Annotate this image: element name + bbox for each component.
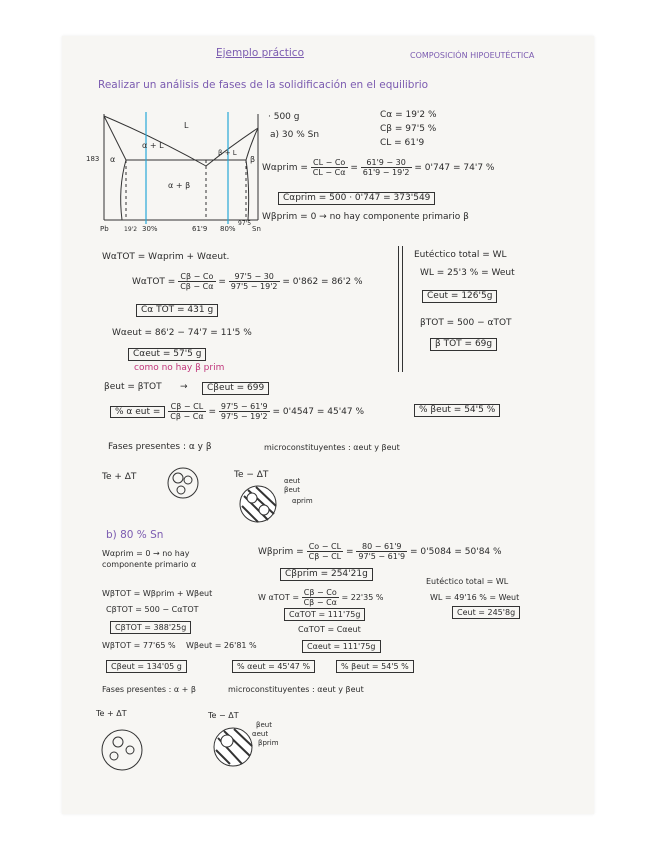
given-c-alpha: Cα = 19'2 %: [380, 110, 437, 120]
microstructure-above-b: [100, 728, 144, 772]
divider: [398, 246, 399, 372]
microstructure-above-a: [166, 466, 200, 500]
label-aeut-b: αeut: [252, 730, 269, 738]
given-case-a: a) 30 % Sn: [270, 130, 320, 140]
w-alpha-prim-b: Wαprim = 0 → no hay componente primario α: [102, 549, 197, 569]
phases-a: Fases presentes : α y β: [108, 442, 212, 452]
label-beut-b: βeut: [256, 721, 272, 729]
part-b-title: b) 80 % Sn: [106, 529, 164, 541]
diagram-beta-l: β + L: [218, 149, 237, 157]
micro-b: microconstituyentes : αeut y βeut: [228, 685, 364, 694]
microstructure-below-b: [212, 726, 254, 768]
intro-text: Realizar un análisis de fases de la solidificación en el equilibrio: [98, 79, 429, 91]
c-beta-tot-eq: CβTOT = 500 − CαTOT: [106, 605, 199, 614]
note-no-beta-prim: como no hay β prim: [134, 363, 225, 373]
w-tot-eq: WαTOT = $\frac{C\beta - Co}{C\beta - C\alpha}$ = $\frac{97'5 - 30}{97'5 - 19'2}$ = 0'862 = 86'2 %: [132, 272, 363, 291]
arrow-icon: →: [180, 382, 188, 392]
diagram-tick: Pb: [100, 225, 109, 233]
c-eut-box-b: Ceut = 245'8g: [452, 606, 520, 619]
micro-a: microconstituyentes : αeut y βeut: [264, 443, 400, 452]
diagram-alpha: α: [110, 155, 116, 164]
page-title: Ejemplo práctico: [216, 47, 305, 59]
w-beta-tot-sum: WβTOT = Wβprim + Wβeut: [102, 589, 213, 598]
diagram-tick: 61'9: [192, 225, 208, 233]
c-tot-box: Cα TOT = 431 g: [136, 304, 218, 317]
diagram-alpha-beta: α + β: [168, 181, 191, 190]
given-c-beta: Cβ = 97'5 %: [380, 124, 437, 134]
te-minus-b: Te − ΔT: [208, 711, 239, 720]
c-alpha-tot-box: CαTOT = 111'75g: [284, 608, 365, 621]
beta-tot-eq: βTOT = 500 − αTOT: [420, 318, 512, 328]
diagram-beta: β: [250, 155, 256, 164]
eutectic-title: Eutéctico total = WL: [414, 250, 507, 260]
given-mass: · 500 g: [268, 112, 300, 122]
pct-aeut-box-b: % αeut = 45'47 %: [232, 660, 315, 673]
w-beta-eut: Wβeut = 26'81 %: [186, 641, 257, 650]
c-beta-eut-box-b: Cβeut = 134'05 g: [106, 660, 187, 673]
diagram-tick: 80%: [220, 225, 236, 233]
w-beta-prim-b: Wβprim = $\frac{Co - CL}{C\beta - CL}$ = $\frac{80 - 61'9}{97'5 - 61'9}$ = 0'5084 = 50'84 %: [258, 542, 502, 561]
beta-eut-eq: βeut = βTOT: [104, 382, 162, 392]
c-prim-box: Cαprim = 500 · 0'747 = 373'549: [278, 192, 435, 205]
wl-eq: WL = 25'3 % = Weut: [420, 268, 515, 278]
w-beta-tot: WβTOT = 77'65 %: [102, 641, 176, 650]
beta-tot-box: β TOT = 69g: [430, 338, 497, 351]
wl-b: WL = 49'16 % = Weut: [430, 593, 520, 602]
w-alpha-prim-eq: Wαprim = $\frac{CL - Co}{CL - C\alpha}$ = $\frac{61'9 - 30}{61'9 - 19'2}$ = 0'747 = 74'7 %: [262, 158, 495, 177]
diagram-tick: 19'2: [124, 226, 138, 233]
given-c-l: CL = 61'9: [380, 138, 425, 148]
c-alpha-eut-box: Cαeut = 111'75g: [302, 640, 381, 653]
diagram-tick: 97'5: [238, 220, 252, 227]
w-alpha-tot-b: W αTOT = $\frac{C\beta - Co}{C\beta - C\alpha}$ = 22'35 %: [258, 588, 384, 607]
w-tot-sum: WαTOT = Wαprim + Wαeut.: [102, 252, 230, 262]
te-minus-a: Te − ΔT: [234, 470, 269, 480]
w-beta-prim: Wβprim = 0 → no hay componente primario β: [262, 212, 469, 222]
diagram-liquid: L: [184, 121, 189, 130]
pct-alpha-eut-eq: % α eut = $\frac{C\beta - CL}{C\beta - C\alpha}$ = $\frac{97'5 - 61'9}{97'5 - 19'2}$ = 0'4547 = 45'47 %: [110, 402, 364, 421]
c-eut-box: Cαeut = 57'5 g: [128, 348, 206, 361]
label-bprim-b: βprim: [258, 739, 279, 747]
c-alpha-tot-eq: CαTOT = Cαeut: [298, 625, 361, 634]
eut-title-b: Eutéctico total = WL: [426, 577, 509, 586]
notebook-page: [62, 36, 594, 814]
pct-beut-box-b: % βeut = 54'5 %: [336, 660, 414, 673]
c-beta-tot-box: CβTOT = 388'25g: [110, 621, 191, 634]
page-subtitle: COMPOSICIÓN HIPOEUTÉCTICA: [410, 51, 535, 60]
w-eut: Wαeut = 86'2 − 74'7 = 11'5 %: [112, 328, 252, 338]
pct-beta-eut-box: % βeut = 54'5 %: [414, 404, 500, 417]
diagram-tick: Sn: [252, 225, 261, 233]
microstructure-below-a: [238, 484, 278, 524]
phases-b: Fases presentes : α + β: [102, 685, 197, 694]
diagram-temp-label: 183: [86, 155, 100, 163]
label-aprim-a: αprim: [292, 497, 313, 505]
te-plus-b: Te + ΔT: [96, 709, 127, 718]
diagram-tick: 30%: [142, 225, 158, 233]
diagram-alpha-l: α + L: [142, 141, 164, 150]
c-eut-total-box: Ceut = 126'5g: [422, 290, 497, 303]
c-beta-eut-box: Cβeut = 699: [202, 382, 269, 395]
label-aeut-a: αeut: [284, 477, 301, 485]
label-beut-a: βeut: [284, 486, 300, 494]
te-plus-a: Te + ΔT: [102, 472, 137, 482]
divider: [402, 246, 403, 372]
c-beta-prim-box: Cβprim = 254'21g: [280, 568, 373, 581]
